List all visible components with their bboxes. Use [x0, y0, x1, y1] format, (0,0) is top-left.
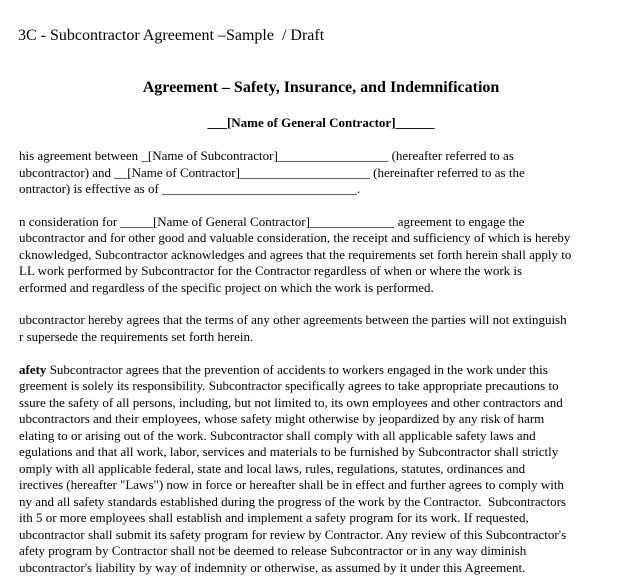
safety-paragraph-line-10: ith 5 or more employees shall establish and implement a safety program for its work. If requested, [19, 510, 529, 525]
safety-paragraph-line-5: elating to or arising out of the work. Subcontractor shall comply with all applicable safety laws and [19, 428, 536, 443]
safety-paragraph-line-9: ny and all safety standards established during the progress of the work by the Contractor. Subcontractors [19, 494, 566, 509]
safety-heading: afety [19, 362, 47, 377]
general-contractor-name-line: ___[Name of General Contractor]______ [207, 115, 435, 130]
safety-paragraph-line-6: egulations and that all work, labor, services and materials to be furnished by Subcontractor shall strictly [19, 444, 559, 459]
safety-paragraph-line-4: ubcontractors and their employees, whose safety might otherwise by jeopardized by any risk of harm [19, 411, 545, 426]
safety-paragraph-line-13: ubcontractor's liability by way of indemnity or otherwise, as assumed by it under this Agreement. [19, 560, 526, 575]
paragraph-1-line-1: his agreement between _[Name of Subcontractor]_________________ (hereafter referred to as [19, 148, 514, 163]
safety-paragraph-line-2: greement is solely its responsibility. Subcontractor specifically agrees to take appropriate precautions to [19, 378, 559, 393]
safety-paragraph-line-1-text: Subcontractor agrees that the prevention of accidents to workers engaged in the work under this [46, 362, 548, 377]
paragraph-1-line-2: ubcontractor) and __[Name of Contractor]____________________ (hereinafter referred to as the [19, 165, 525, 180]
paragraph-2-line-1: n consideration for _____[Name of General Contractor]_____________ agreement to engage the [19, 214, 525, 229]
paragraph-2-line-4: LL work performed by Subcontractor for the Contractor regardless of when or where the work is [19, 263, 523, 278]
paragraph-2-line-3: cknowledged, Subcontractor acknowledges and agrees that the requirements set forth herein shall apply to [19, 247, 572, 262]
safety-paragraph-line-3: ssure the safety of all persons, including, but not limited to, its own employees and other contractors and [19, 395, 563, 410]
safety-paragraph-line-8: irectives (hereafter "Laws") now in force or hereafter shall be in effect and further agrees to comply with [19, 477, 564, 492]
paragraph-2-line-2: ubcontractor and for other good and valuable consideration, the receipt and sufficiency of which is hereby [19, 230, 571, 245]
paragraph-2-line-5: erformed and regardless of the specific project on which the work is performed. [19, 280, 434, 295]
document-header-title: 3C - Subcontractor Agreement –Sample / Draft [18, 27, 325, 44]
paragraph-1-line-3: ontractor) is effective as of ______________________________. [19, 181, 361, 196]
paragraph-3-line-1: ubcontractor hereby agrees that the terms of any other agreements between the parties will not extinguish [19, 312, 567, 327]
safety-paragraph-line-7: omply with all applicable federal, state and local laws, rules, regulations, statutes, ordinances and [19, 461, 526, 476]
safety-paragraph-line-12: afety program by Contractor shall not be deemed to release Subcontractor or in any way diminish [19, 543, 527, 558]
safety-paragraph-line-11: ubcontractor shall submit its safety program for review by Contractor. Any review of this Subcontractor's [19, 527, 567, 542]
agreement-title: Agreement – Safety, Insurance, and Indemnification [142, 79, 500, 96]
safety-paragraph-line-1 [19, 363, 548, 376]
paragraph-3-line-2: r supersede the requirements set forth herein. [19, 329, 254, 344]
